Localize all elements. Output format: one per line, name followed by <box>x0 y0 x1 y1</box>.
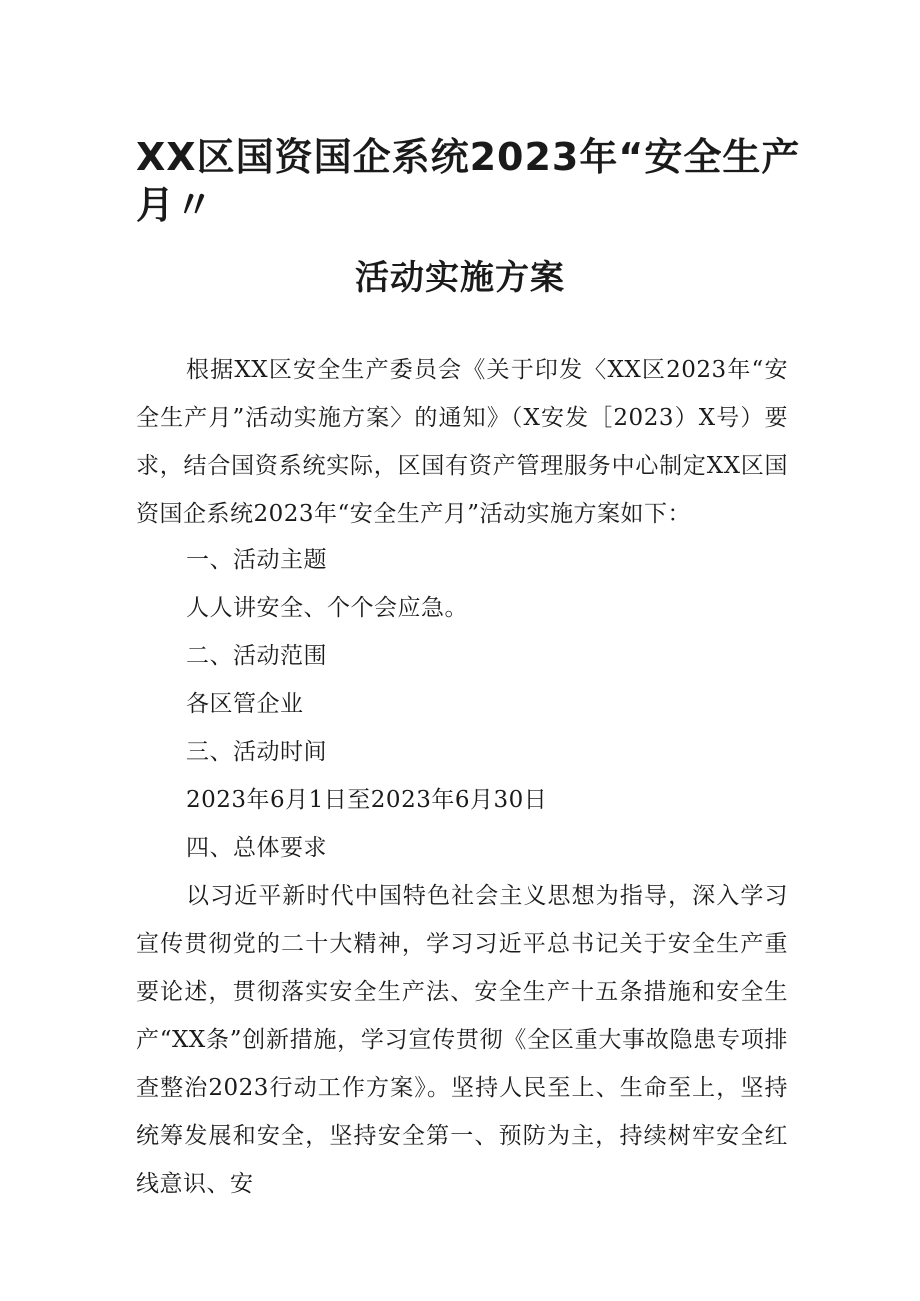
section-content-time: 2023年6月1日至2023年6月30日 <box>186 787 548 813</box>
section-heading-requirements: 四、总体要求 <box>186 835 327 861</box>
section-content-theme: 人人讲安全、个个会应急。 <box>186 595 468 621</box>
section-heading-time: 三、活动时间 <box>186 739 327 765</box>
document-title-line-1: XX区国资国企系统2023年“安全生产 <box>136 135 801 179</box>
section-content-requirements: 以习近平新时代中国特色社会主义思想为指导，深入学习宣传贯彻党的二十大精神，学习习近平总书记关于安全生产重要论述，贯彻落实安全生产法、安全生产十五条措施和安全生产“XX条”创新措施，学习宣传贯彻《全区重大事故隐患专项排查整治2023行动工作方案》。坚持人民至上、生命至上，坚持统筹发展和安全，坚持安全第一、预防为主，持续树牢安全红线意识、安 <box>136 883 788 1197</box>
intro-paragraph: 根据XX区安全生产委员会《关于印发〈XX区2023年“安全生产月”活动实施方案〉的通知》（X安发［2023）X号）要求，结合国资系统实际，区国有资产管理服务中心制定XX区国资国企系统2023年“安全生产月”活动实施方案如下： <box>136 357 788 527</box>
document-subtitle: 活动实施方案 <box>355 258 565 298</box>
section-content-scope: 各区管企业 <box>186 691 304 717</box>
section-heading-scope: 二、活动范围 <box>186 643 327 669</box>
section-heading-theme: 一、活动主题 <box>186 547 327 573</box>
document-title-line-2: 月〃 <box>136 183 215 227</box>
